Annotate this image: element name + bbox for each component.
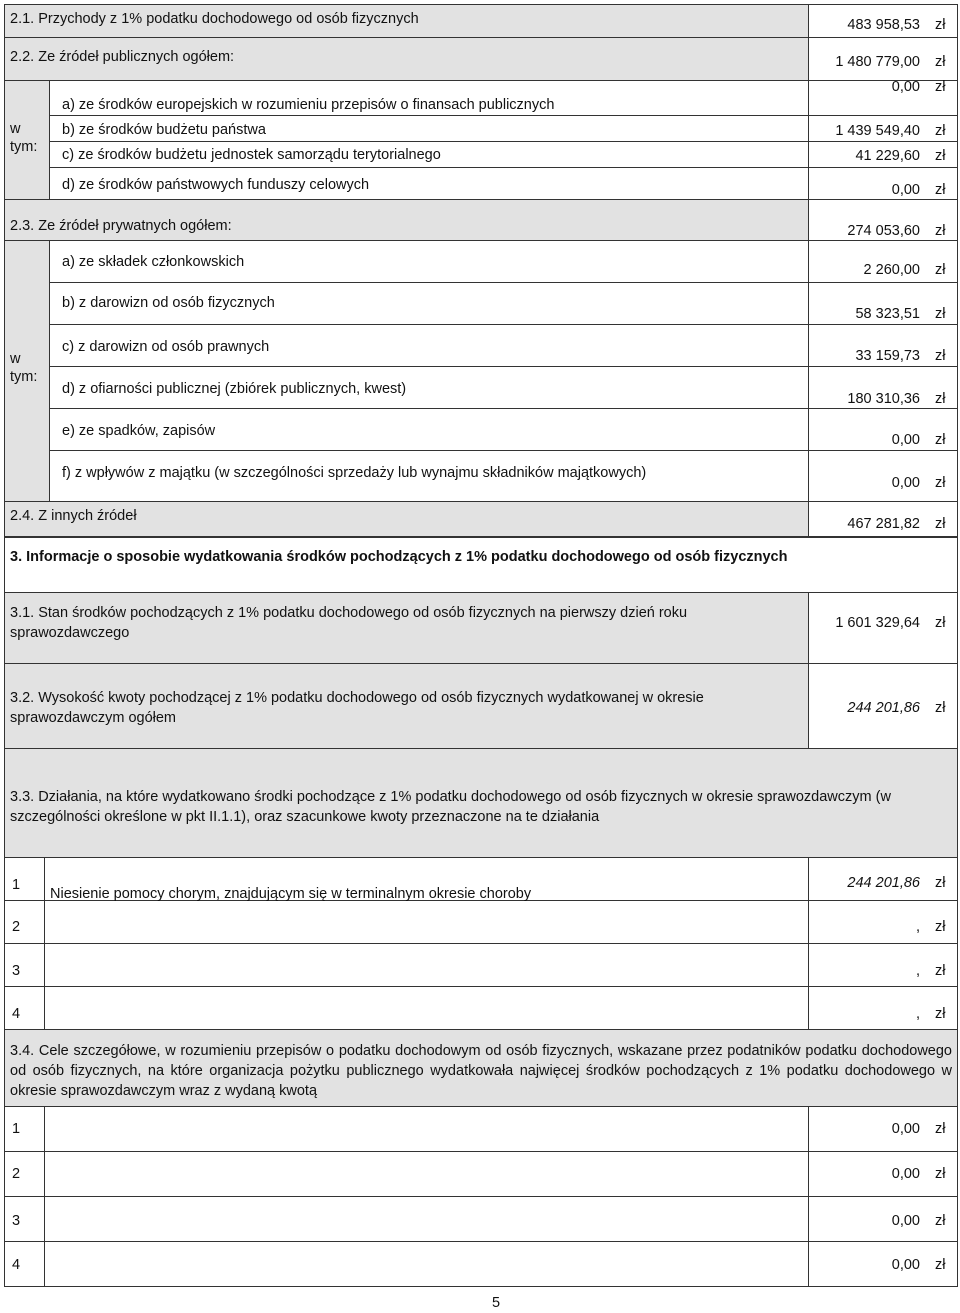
s34-row-1 bbox=[4, 1106, 958, 1152]
s33-row-2-amount: , bbox=[915, 919, 920, 935]
s23-currency: zł bbox=[935, 223, 946, 239]
s33-row-4-num: 4 bbox=[12, 1006, 21, 1022]
s33-row-2-cur: zł bbox=[935, 919, 946, 935]
s23-item-b-amount: 58 323,51 bbox=[855, 306, 920, 322]
s23-amount: 274 053,60 bbox=[847, 223, 920, 239]
s24-label: 2.4. Z innych źródeł bbox=[10, 508, 137, 524]
page-number: 5 bbox=[492, 1295, 501, 1311]
s23-item-d-amount: 180 310,36 bbox=[847, 391, 920, 407]
s33-row-2 bbox=[4, 900, 958, 944]
s22-item-a-amount: 0,00 bbox=[891, 79, 920, 95]
s33-row-1-num: 1 bbox=[12, 877, 21, 893]
s23-item-f-cur: zł bbox=[935, 475, 946, 491]
s23-item-e-amount: 0,00 bbox=[891, 432, 920, 448]
s33-row-1-cur: zł bbox=[935, 875, 946, 891]
s34-row-3-cur: zł bbox=[935, 1213, 946, 1229]
s21-currency: zł bbox=[935, 17, 946, 33]
s24-currency: zł bbox=[935, 516, 946, 532]
s23-wtym-tym: tym: bbox=[10, 369, 38, 385]
s34-label: 3.4. Cele szczegółowe, w rozumieniu przepisów o podatku dochodowym od osób fizycznych, wskazane przez podatników podatku dochodowego od osób fizycznych, na które organizacja pożytku publicznego wydatkowała najwięcej środków pochodzących z 1% podatku dochodowego w okresie sprawozdawczym wraz z wydaną kwotą bbox=[10, 1043, 952, 1099]
s22-item-d: d) ze środków państwowych funduszy celowych bbox=[62, 177, 370, 193]
s22-item-c: c) ze środków budżetu jednostek samorządu terytorialnego bbox=[62, 147, 441, 163]
s22-item-d-cur: zł bbox=[935, 182, 946, 198]
s22-item-c-amount: 41 229,60 bbox=[855, 148, 920, 164]
s33-row-3 bbox=[4, 943, 958, 987]
s32-label: 3.2. Wysokość kwoty pochodzącej z 1% podatku dochodowego od osób fizycznych wydatkowanej w okresie sprawozdawczym ogółem bbox=[10, 690, 704, 726]
s34-row-4 bbox=[4, 1241, 958, 1287]
s31-label: 3.1. Stan środków pochodzących z 1% podatku dochodowego od osób fizycznych na pierwszy dzień roku sprawozdawczego bbox=[10, 605, 688, 641]
s33-row-2-num: 2 bbox=[12, 919, 21, 935]
s23-item-e: e) ze spadków, zapisów bbox=[62, 423, 216, 439]
s23-item-a-cur: zł bbox=[935, 262, 946, 278]
s34-row-1-amount: 0,00 bbox=[891, 1121, 920, 1137]
s3-title: 3. Informacje o sposobie wydatkowania środków pochodzących z 1% podatku dochodowego od osób fizycznych bbox=[10, 549, 788, 565]
s22-wtym-tym: tym: bbox=[10, 139, 38, 155]
s34-row-2-amount: 0,00 bbox=[891, 1166, 920, 1182]
s23-item-f-amount: 0,00 bbox=[891, 475, 920, 491]
s34-row-4-num: 4 bbox=[12, 1257, 21, 1273]
s23-item-b-cur: zł bbox=[935, 306, 946, 322]
s34-row-2-num: 2 bbox=[12, 1166, 21, 1182]
s33-row-1-desc: Niesienie pomocy chorym, znajdującym się w terminalnym okresie choroby bbox=[50, 886, 532, 902]
s22-item-a: a) ze środków europejskich w rozumieniu przepisów o finansach publicznych bbox=[62, 97, 555, 113]
s33-row-4 bbox=[4, 986, 958, 1030]
s34-row-3-num: 3 bbox=[12, 1213, 21, 1229]
s22-label: 2.2. Ze źródeł publicznych ogółem: bbox=[10, 49, 235, 65]
s23-item-d-cur: zł bbox=[935, 391, 946, 407]
s31-amount: 1 601 329,64 bbox=[835, 615, 920, 631]
s33-row-3-cur: zł bbox=[935, 963, 946, 979]
s22-amount: 1 480 779,00 bbox=[835, 54, 920, 70]
s34-row-4-amount: 0,00 bbox=[891, 1257, 920, 1273]
s22-item-a-cur: zł bbox=[935, 79, 946, 95]
s23-item-a-amount: 2 260,00 bbox=[863, 262, 920, 278]
s23-item-d: d) z ofiarności publicznej (zbiórek publicznych, kwest) bbox=[62, 381, 407, 397]
s22-item-b: b) ze środków budżetu państwa bbox=[62, 122, 266, 138]
s21-label: 2.1. Przychody z 1% podatku dochodowego od osób fizycznych bbox=[10, 11, 419, 27]
s34-row-2 bbox=[4, 1151, 958, 1197]
s22-currency: zł bbox=[935, 54, 946, 70]
s34-row-3-amount: 0,00 bbox=[891, 1213, 920, 1229]
s22-item-c-cur: zł bbox=[935, 148, 946, 164]
s34-row-2-cur: zł bbox=[935, 1166, 946, 1182]
s23-item-c-cur: zł bbox=[935, 348, 946, 364]
s34-row-1-cur: zł bbox=[935, 1121, 946, 1137]
s22-item-b-amount: 1 439 549,40 bbox=[835, 123, 920, 139]
s23-items-area bbox=[49, 240, 809, 502]
s31-currency: zł bbox=[935, 615, 946, 631]
s23-wtym-w: w bbox=[10, 351, 21, 367]
s23-item-f: f) z wpływów z majątku (w szczególności sprzedaży lub wynajmu składników majątkowych) bbox=[62, 465, 647, 481]
s33-row-1-amount: 244 201,86 bbox=[847, 875, 920, 891]
s23-label: 2.3. Ze źródeł prywatnych ogółem: bbox=[10, 218, 232, 234]
s21-amount: 483 958,53 bbox=[847, 17, 920, 33]
s23-item-c-amount: 33 159,73 bbox=[855, 348, 920, 364]
s33-label: 3.3. Działania, na które wydatkowano środki pochodzące z 1% podatku dochodowego od osób fizycznych w okresie sprawozdawczym (w szczególności określone w pkt II.1.1), oraz szacunkowe kwoty przeznaczone na te działania bbox=[10, 789, 891, 825]
s33-row-4-cur: zł bbox=[935, 1006, 946, 1022]
s33-row-3-amount: , bbox=[915, 963, 920, 979]
s23-item-a: a) ze składek członkowskich bbox=[62, 254, 245, 270]
s22-wtym-w: w bbox=[10, 121, 21, 137]
s33-row-4-amount: , bbox=[915, 1006, 920, 1022]
s24-amount: 467 281,82 bbox=[847, 516, 920, 532]
s32-currency: zł bbox=[935, 700, 946, 716]
s23-item-e-cur: zł bbox=[935, 432, 946, 448]
s22-item-b-cur: zł bbox=[935, 123, 946, 139]
s34-row-4-cur: zł bbox=[935, 1257, 946, 1273]
s32-amount: 244 201,86 bbox=[847, 700, 920, 716]
s34-row-3 bbox=[4, 1196, 958, 1242]
s34-row-1-num: 1 bbox=[12, 1121, 21, 1137]
s22-item-d-amount: 0,00 bbox=[891, 182, 920, 198]
s33-row-3-num: 3 bbox=[12, 963, 21, 979]
s23-item-b: b) z darowizn od osób fizycznych bbox=[62, 295, 275, 311]
s23-item-c: c) z darowizn od osób prawnych bbox=[62, 339, 270, 355]
